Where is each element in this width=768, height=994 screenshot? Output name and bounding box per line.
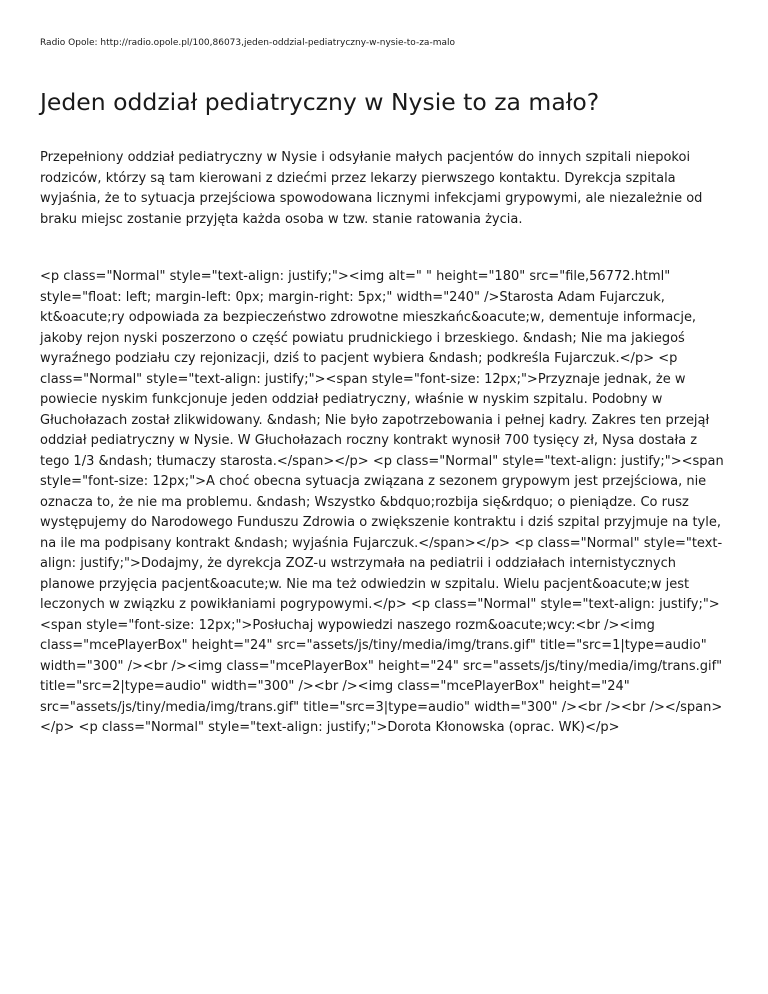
article-body-raw-html: <p class="Normal" style="text-align: justify;"><img alt=" " height="180" src="file,56772.html" style="float: left; margin-left: 0px; margin-right: 5px;" width="240" />Starosta Adam Fujarczuk, kt&oacute;ry odpowiada za bezpieczeństwo zdrowotne mieszkańc&oacute;w, dementuje informacje, jakoby rejon nyski poszerzono o część powiatu prudnickiego i brzeskiego. &ndash; Nie ma jakiegoś wyraźnego podziału czy rejonizacji, dziś to pacjent wybiera &ndash; podkreśla Fujarczuk.</p> <p class="Normal" style="text-align: justify;"><span style="font-size: 12px;">Przyznaje jednak, że w powiecie nyskim funkcjonuje jeden oddział pediatryczny, właśnie w nyskim szpitalu. Podobny w Głuchołazach został zlikwidowany. &ndash; Nie było zapotrzebowania i pełnej kadry. Zakres ten przejął oddział pediatryczny w Nysie. W Głuchołazach roczny kontrakt wynosił 700 tysięcy zł, Nysa dostała z tego 1/3 &ndash; tłumaczy starosta.</span></p> <p class="Normal" style="text-align: justify;"><span style="font-size: 12px;">A choć obecna sytuacja związana z sezonem grypowym jest przejściowa, nie oznacza to, że nie ma problemu. &ndash; Wszystko &bdquo;rozbija się&rdquo; o pieniądze. Co rusz występujemy do Narodowego Funduszu Zdrowia o zwiększenie kontraktu i dziś szpital przyjmuje na tyle, na ile ma podpisany kontrakt &ndash; wyjaśnia Fujarczuk.</span></p> <p class="Normal" style="text-align: justify;">Dodajmy, że dyrekcja ZOZ-u wstrzymała na pediatrii i oddziałach internistycznych planowe przyjęcia pacjent&oacute;w. Nie ma też odwiedzin w szpitalu. Wielu pacjent&oacute;w jest leczonych w związku z powikłaniami pogrypowymi.</p> <p class="Normal" style="text-align: justify;"><span style="font-size: 12px;">Posłuchaj wypowiedzi naszego rozm&oacute;wcy:<br /><img class="mcePlayerBox" height="24" src="assets/js/tiny/media/img/trans.gif" title="src=1|type=audio" width="300" /><br /><img class="mcePlayerBox" height="24" src="assets/js/tiny/media/img/trans.gif" title="src=2|type=audio" width="300" /><br /><img class="mcePlayerBox" height="24" src="assets/js/tiny/media/img/trans.gif" title="src=3|type=audio" width="300" /><br /><br /></span></p> <p class="Normal" style="text-align: justify;">Dorota Kłonowska (oprac. WK)</p> <box>40 269 724 735</box>
article-title: Jeden oddział pediatryczny w Nysie to za mało? <box>40 88 600 116</box>
source-line: Radio Opole: http://radio.opole.pl/100,86073,jeden-oddzial-pediatryczny-w-nysie-to-za-malo <box>40 38 455 48</box>
article-lead: Przepełniony oddział pediatryczny w Nysie i odsyłanie małych pacjentów do innych szpitali niepokoi rodziców, którzy są tam kierowani z dziećmi przez lekarzy pierwszego kontaktu. Dyrekcja szpitala wyjaśnia, że to sytuacja przejściowa spowodowana licznymi infekcjami grypowymi, ale niezależnie od braku miejsc zostanie przyjęta każda osoba w tzw. stanie ratowania życia. <box>40 150 703 227</box>
